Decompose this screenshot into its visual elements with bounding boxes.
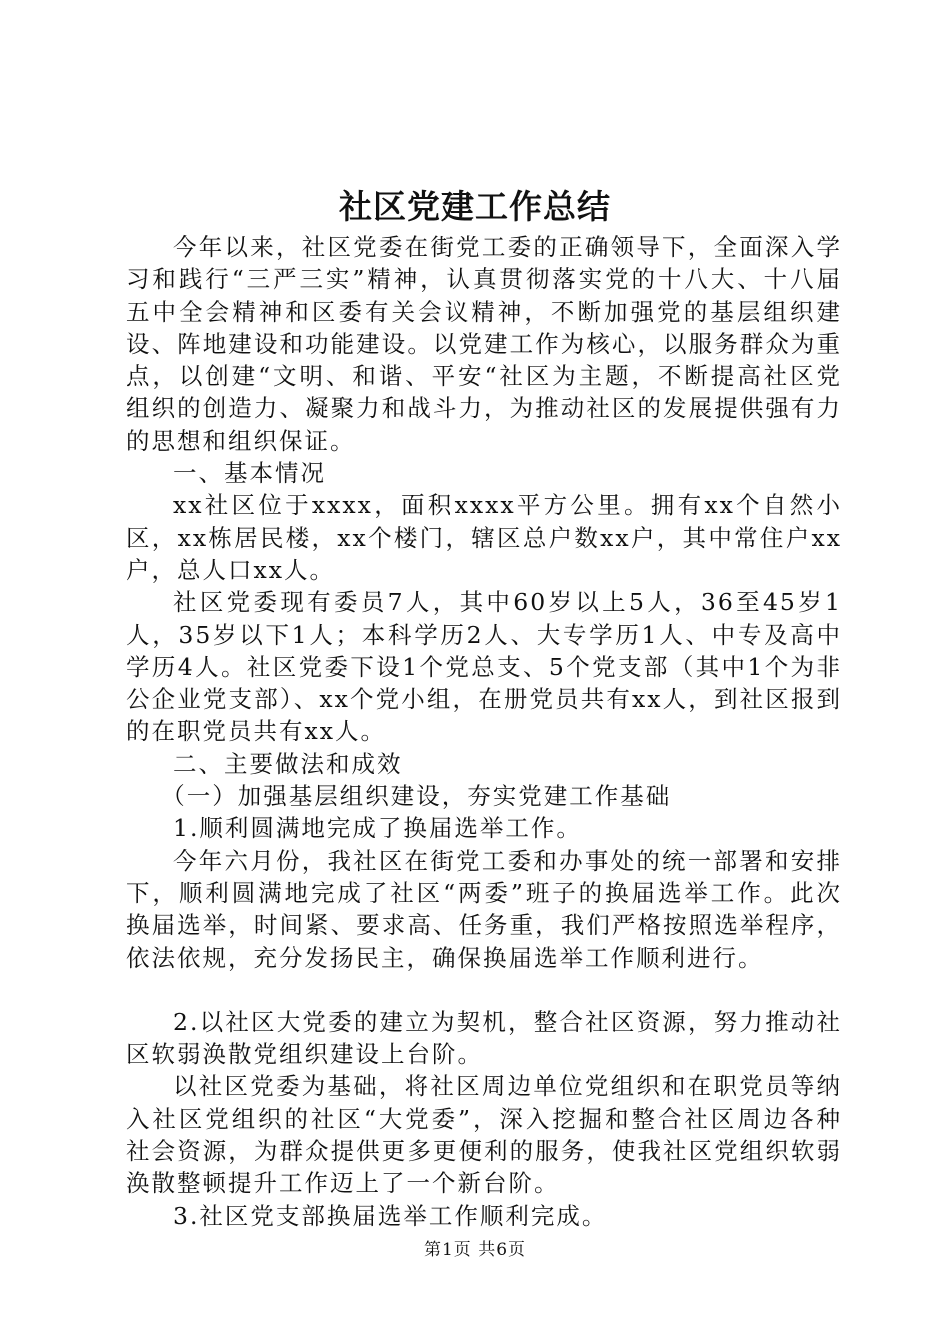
intro-paragraph: 今年以来，社区党委在街党工委的正确领导下，全面深入学习和践行“三严三实”精神，认真贯彻落实党的十八大、十八届五中全会精神和区委有关会议精神，不断加强党的基层组织建设、阵地建设和功能建设。以党建工作为核心，以服务群众为重点，以创建“文明、和谐、平安“社区为主题，不断提高社区党组织的创造力、凝聚力和战斗力，为推动社区的发展提供强有力的思想和组织保证。: [126, 233, 842, 455]
item-heading-election: 1.顺利圆满地完成了换届选举工作。: [173, 814, 582, 843]
item-heading-big-committee: 2.以社区大党委的建立为契机，整合社区资源，努力推动社区软弱涣散党组织建设上台阶。: [126, 1007, 842, 1069]
item-heading-branch-election: 3.社区党支部换届选举工作顺利完成。: [173, 1201, 608, 1230]
subsection-heading-organization: （一）加强基层组织建设，夯实党建工作基础: [161, 782, 672, 811]
paragraph-spacer: [126, 974, 842, 1006]
document-body: [126, 231, 842, 1232]
section-heading-main-practices: 二、主要做法和成效: [173, 749, 403, 778]
community-overview-paragraph: xx社区位于xxxx，面积xxxx平方公里。拥有xx个自然小区，xx栋居民楼，xx个楼门，辖区总户数xx户，其中常住户xx户，总人口xx人。: [126, 491, 842, 584]
election-paragraph: 今年六月份，我社区在街党工委和办事处的统一部署和安排下，顺利圆满地完成了社区“两委”班子的换届选举工作。此次换届选举，时间紧、要求高、任务重，我们严格按照选举程序，依法依规，充分发扬民主，确保换届选举工作顺利进行。: [126, 846, 842, 972]
section-heading-basic-info: 一、基本情况: [173, 459, 326, 488]
document-title: 社区党建工作总结: [339, 187, 611, 226]
big-committee-paragraph: 以社区党委为基础，将社区周边单位党组织和在职党员等纳入社区党组织的社区“大党委”，深入挖掘和整合社区周边各种社会资源，为群众提供更多更便利的服务，使我社区党组织软弱涣散整顿提升工作迈上了一个新台阶。: [126, 1072, 842, 1198]
party-committee-paragraph: 社区党委现有委员7人，其中60岁以上5人，36至45岁1人，35岁以下1人；本科学历2人、大专学历1人、中专及高中学历4人。社区党委下设1个党总支、5个党支部（其中1个为非公企业党支部）、xx个党小组，在册党员共有xx人，到社区报到的在职党员共有xx人。: [126, 588, 842, 746]
page-number: 第1页 共6页: [423, 1240, 527, 1260]
